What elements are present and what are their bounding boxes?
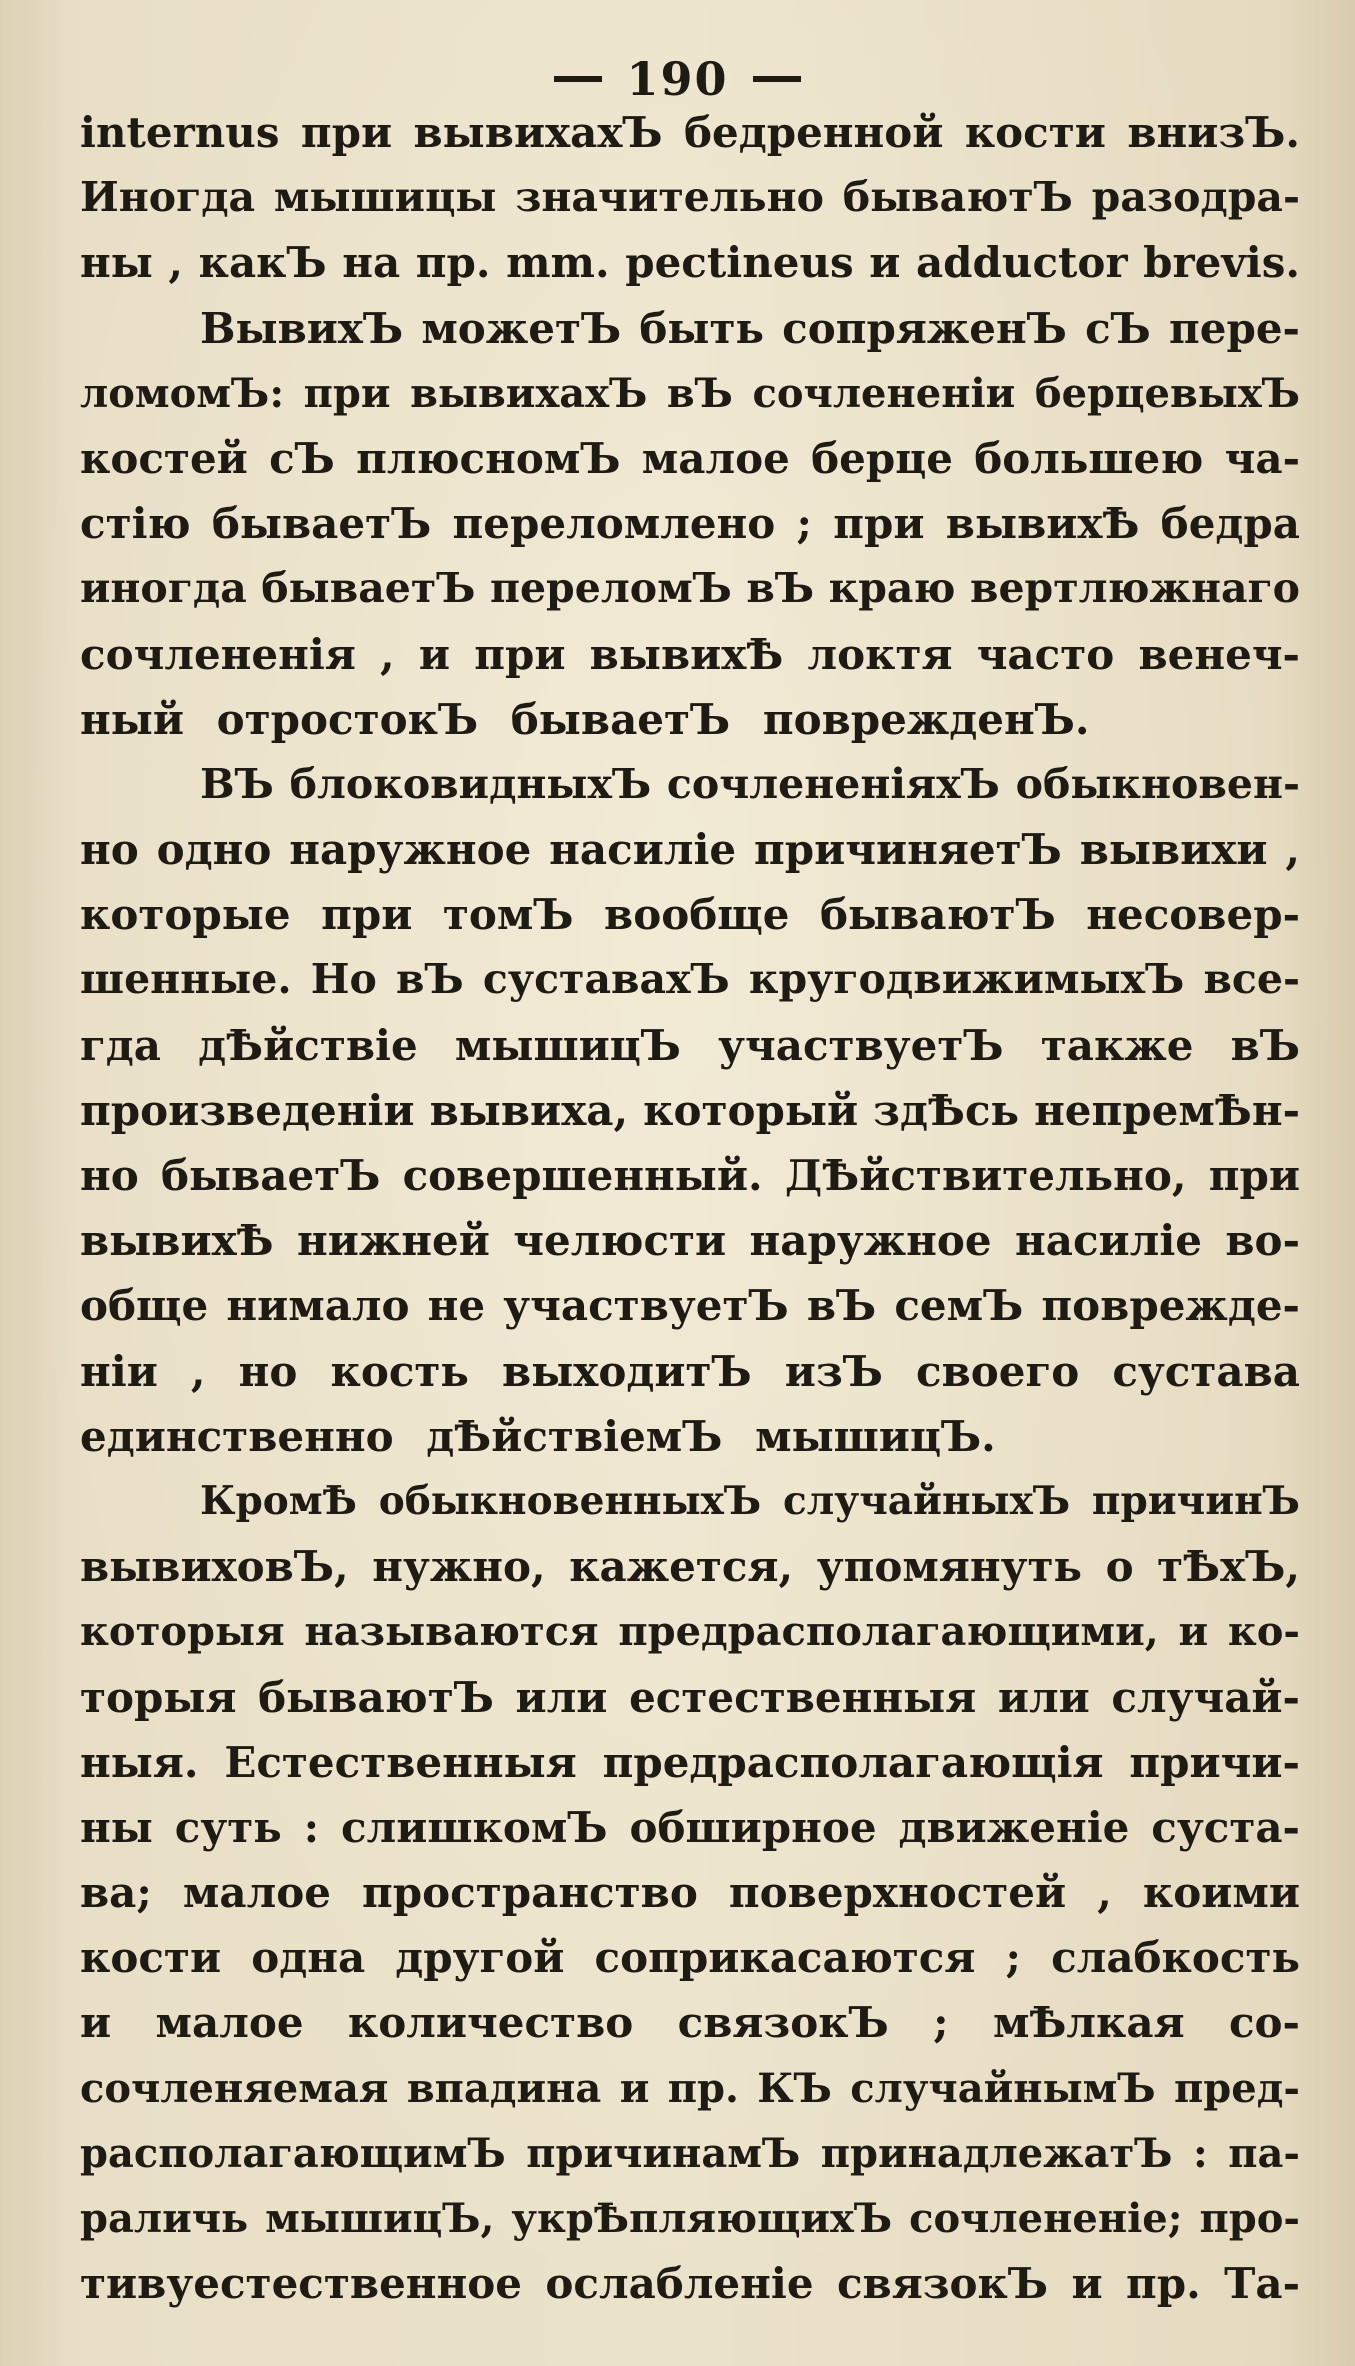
text-line: internus при вывихахЪ бедренной кости внизЪ.: [80, 108, 1300, 157]
text-line: гда дѢйствіе мышицЪ участвуетЪ также вЪ: [80, 1020, 1300, 1070]
text-line: иногда бываетЪ переломЪ вЪ краю вертлюжнаго: [80, 564, 1300, 613]
text-line: КромѢ обыкновенныхЪ случайныхЪ причинЪ: [200, 1477, 1300, 1524]
text-line: ВЪ блоковидныхЪ сочлененіяхЪ обыкновен-: [200, 759, 1300, 808]
text-line: ны суть : слишкомЪ обширное движеніе суста-: [80, 1802, 1300, 1852]
text-line: торыя бываютЪ или естественныя или случай-: [80, 1672, 1300, 1722]
text-line: шенные. Но вЪ суставахЪ кругодвижимыхЪ все-: [80, 955, 1300, 1004]
text-line: ніи , но кость выходитЪ изЪ своего сустава: [80, 1346, 1300, 1396]
text-line: кости одна другой соприкасаются ; слабкость: [80, 1933, 1300, 1983]
text-line: стію бываетЪ переломлено ; при вывихѢ бедра: [80, 499, 1300, 549]
right-dash-ornament: [753, 76, 801, 82]
page-number: 190: [626, 52, 729, 106]
text-line: которыя называются предрасполагающими, и ко-: [80, 1608, 1300, 1656]
text-line: костей сЪ плюсномЪ малое берце большею ча-: [80, 433, 1300, 483]
body-text: [80, 100, 1300, 2316]
text-line: располагающимЪ причинамЪ принадлежатЪ : па-: [80, 2129, 1300, 2177]
text-line: ВывихЪ можетЪ быть сопряженЪ сЪ пере-: [200, 303, 1300, 353]
left-dash-ornament: [554, 76, 602, 82]
text-line: но одно наружное насиліе причиняетЪ вывихи ,: [80, 825, 1300, 875]
text-line: единственно дѢйствіемЪ мышицЪ.: [80, 1411, 996, 1461]
text-line: Иногда мышицы значительно бываютЪ разодра-: [80, 173, 1300, 222]
text-line: и малое количество связокЪ ; мѢлкая со-: [80, 1998, 1300, 2048]
text-line: но бываетЪ совершенный. ДѢйствительно, при: [80, 1151, 1300, 1200]
text-line: ныя. Естественныя предрасполагающія причи-: [80, 1737, 1300, 1787]
text-line: ломомЪ: при вывихахЪ вЪ сочлененіи берцевыхЪ: [80, 369, 1300, 417]
text-line: произведеніи вывиха, который здѢсь непремѢн-: [80, 1085, 1300, 1135]
text-line: вывихѢ нижней челюсти наружное насиліе во-: [80, 1216, 1300, 1266]
text-line: обще нимало не участвуетЪ вЪ семЪ поврежде-: [80, 1281, 1300, 1331]
text-line: вывиховЪ, нужно, кажется, упомянуть о тѢхЪ,: [80, 1542, 1300, 1592]
text-line: сочленяемая впадина и пр. КЪ случайнымЪ пред-: [80, 2064, 1300, 2112]
text-line: ный отростокЪ бываетЪ поврежденЪ.: [80, 694, 1090, 744]
text-line: которые при томЪ вообще бываютЪ несовер-: [80, 890, 1300, 940]
text-line: сочлененія , и при вывихѢ локтя часто венеч-: [80, 629, 1300, 679]
text-line: тивуестественное ослабленіе связокЪ и пр. Та-: [80, 2259, 1300, 2309]
text-line: раличь мышицЪ, укрѢпляющихЪ сочлененіе; про-: [80, 2195, 1300, 2242]
text-line: ны , какЪ на пр. mm. pectineus и adductor brevis.: [80, 238, 1300, 288]
text-line: ва; малое пространство поверхностей , коими: [80, 1868, 1300, 1918]
